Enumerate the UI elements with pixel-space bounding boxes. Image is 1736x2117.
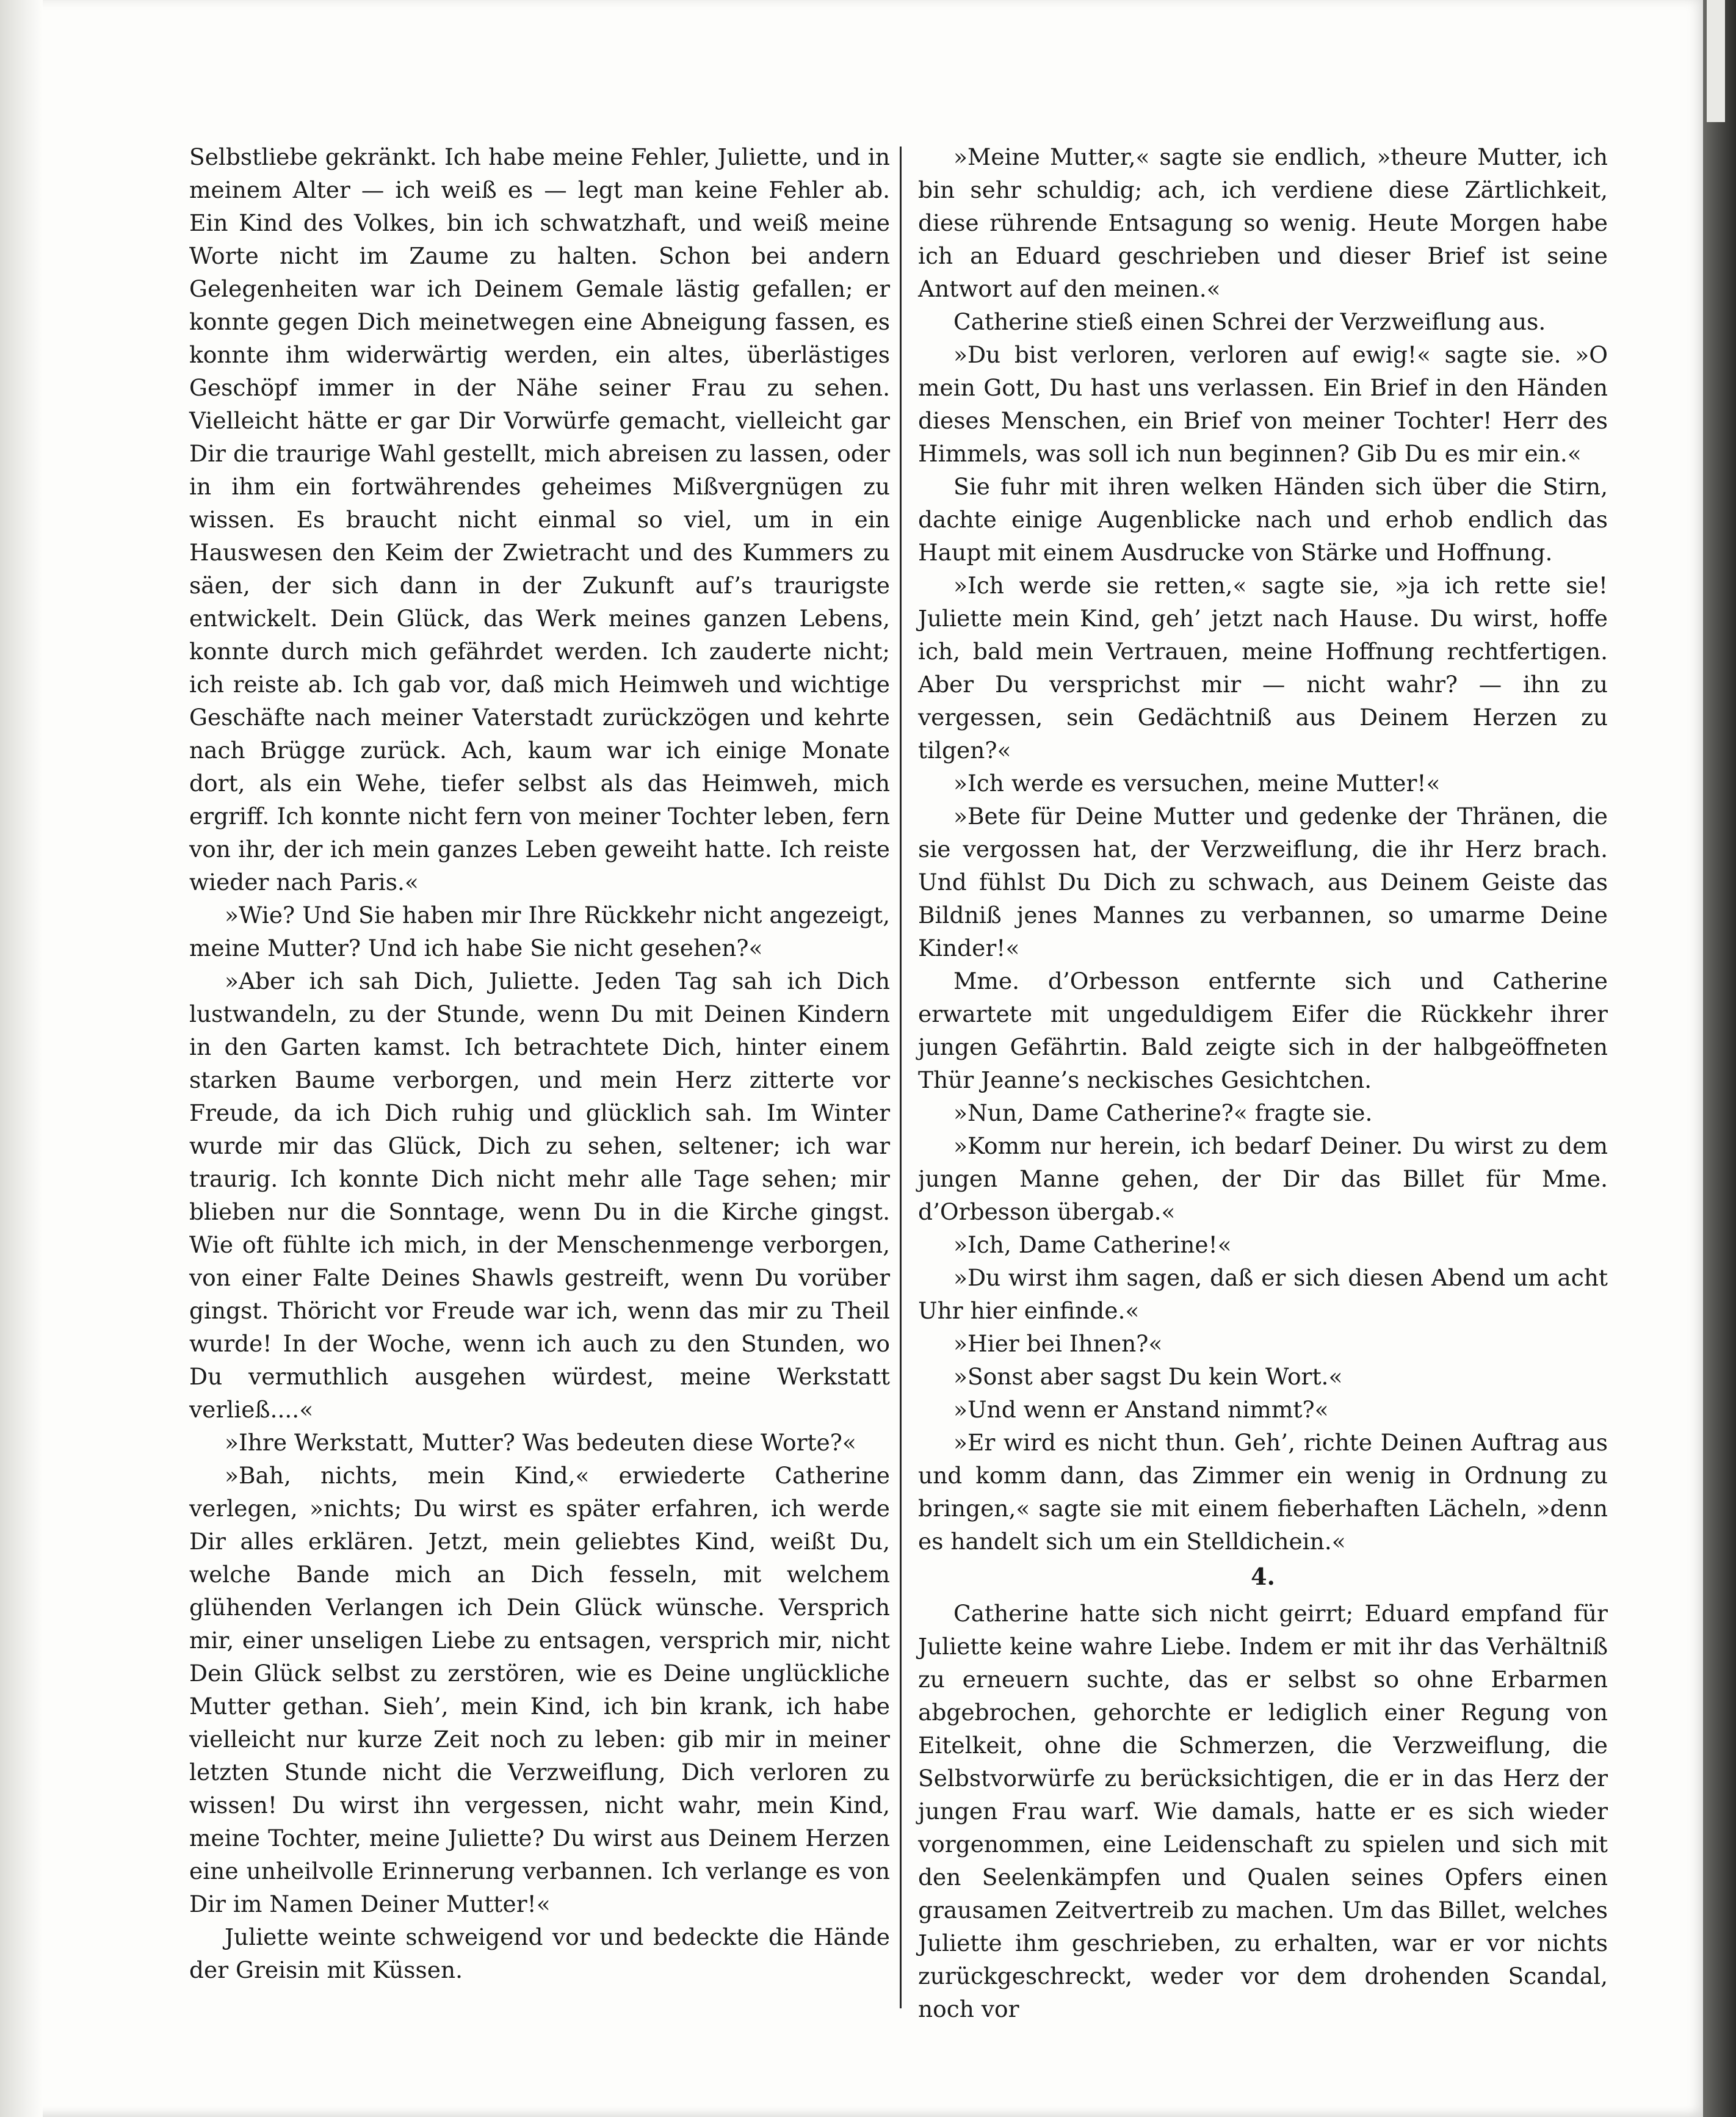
paragraph: »Er wird es nicht thun. Geh’, richte Deinen Auftrag aus und komm dann, das Zimmer ein wenig in Ordnung zu bringen,« sagte sie mit einem fieberhaften Lächeln, »denn es handelt sich um ein Stelldichein.«	[918, 1429, 1608, 1555]
paragraph: »Aber ich sah Dich, Juliette. Jeden Tag sah ich Dich lustwandeln, zu der Stunde, wenn Du mit Deinen Kindern in den Garten kamst. Ich betrachtete Dich, hinter einem starken Baume verborgen, und mein Herz zitterte vor Freude, da ich Dich ruhig und glücklich sah. Im Winter wurde mir das Glück, Dich zu sehen, seltener; ich war traurig. Ich konnte Dich nicht mehr alle Tage sehen; mir blieben nur die Sonntage, wenn Du in die Kirche gingst. Wie oft fühlte ich mich, in der Menschenmenge verborgen, von einer Falte Deines Shawls gestreift, wenn Du vorüber gingst. Thöricht vor Freude war ich, wenn das mir zu Theil wurde! In der Woche, wenn ich auch zu den Stunden, wo Du vermuthlich ausgehen würdest, meine Werkstatt verließ....«	[189, 968, 890, 1423]
paragraph: »Hier bei Ihnen?«	[953, 1330, 1163, 1357]
paragraph: Selbstliebe gekränkt. Ich habe meine Fehler, Juliette, und in meinem Alter — ich weiß es — legt man keine Fehler ab. Ein Kind des Volkes, bin ich schwatzhaft, und weiß meine Worte nicht im Zaume zu halten. Schon bei andern Gelegenheiten war ich Deinem Gemale lästig gefallen; er konnte gegen Dich meinetwegen eine Abneigung fassen, es konnte ihm widerwärtig werden, ein altes, überlästiges Geschöpf immer in der Nähe seiner Frau zu sehen. Vielleicht hätte er gar Dir Vorwürfe gemacht, vielleicht gar Dir die traurige Wahl gestellt, mich abreisen zu lassen, oder in ihm ein fortwährendes geheimes Mißvergnügen zu wissen. Es braucht nicht einmal so viel, um in ein Hauswesen den Keim der Zwietracht und des Kummers zu säen, der sich dann in der Zukunft auf’s traurigste entwickelt. Dein Glück, das Werk meines ganzen Lebens, konnte durch mich gefährdet werden. Ich zauderte nicht; ich reiste ab. Ich gab vor, daß mich Heimweh und wichtige Geschäfte nach meiner Vaterstadt zurückzögen und kehrte nach Brügge zurück. Ach, kaum war ich einige Monate dort, als ein Wehe, tiefer selbst als das Heimweh, mich ergriff. Ich konnte nicht fern von meiner Tochter leben, fern von ihr, der ich mein ganzes Leben geweiht hatte. Ich reiste wieder nach Paris.«	[189, 143, 890, 896]
paragraph: »Bete für Deine Mutter und gedenke der Thränen, die sie vergossen hat, der Verzweiflung, die ihr Herz brach. Und fühlst Du Dich zu schwach, aus Deinem Geiste das Bildniß jenes Mannes zu verbannen, so umarme Deine Kinder!«	[918, 803, 1608, 961]
paragraph: »Du wirst ihm sagen, daß er sich diesen Abend um acht Uhr hier einfinde.«	[918, 1264, 1608, 1324]
page-gutter-shadow	[0, 0, 43, 2117]
right-text-column	[918, 140, 1608, 2025]
paragraph: Catherine hatte sich nicht geirrt; Eduard empfand für Juliette keine wahre Liebe. Indem er mit ihr das Verhältniß zu erneuern suchte, das er selbst so ohne Erbarmen abgebrochen, gehorchte er lediglich einer Regung von Eitelkeit, ohne die Schmerzen, die Verzweiflung, die Selbstvorwürfe zu berücksichtigen, die er in das Herz der jungen Frau warf. Wie damals, hatte er es sich wieder vorgenommen, eine Leidenschaft zu spielen und sich mit den Seelenkämpfen und Qualen seines Opfers einen grausamen Zeitvertreib zu machen. Um das Billet, welches Juliette ihm geschrieben, zu erhalten, war er vor nichts zurückgeschreckt, weder vor dem drohenden Scandal, noch vor	[918, 1600, 1608, 2022]
paragraph: Mme. d’Orbesson entfernte sich und Catherine erwartete mit ungeduldigem Eifer die Rückkehr ihrer jungen Gefährtin. Bald zeigte sich in der halbgeöffneten Thür Jeanne’s neckisches Gesichtchen.	[918, 968, 1608, 1093]
paragraph: Juliette weinte schweigend vor und bedeckte die Hände der Greisin mit Küssen.	[189, 1923, 890, 1983]
paragraph: »Ich, Dame Catherine!«	[953, 1231, 1232, 1258]
paragraph: »Komm nur herein, ich bedarf Deiner. Du wirst zu dem jungen Manne gehen, der Dir das Billet für Mme. d’Orbesson übergab.«	[918, 1132, 1608, 1225]
paragraph: »Und wenn er Anstand nimmt?«	[953, 1396, 1329, 1423]
paragraph: Sie fuhr mit ihren welken Händen sich über die Stirn, dachte einige Augenblicke nach und erhob endlich das Haupt mit einem Ausdrucke von Stärke und Hoffnung.	[918, 473, 1608, 566]
paragraph: »Nun, Dame Catherine?« fragte sie.	[953, 1099, 1373, 1126]
paragraph: »Ich werde es versuchen, meine Mutter!«	[953, 770, 1441, 797]
paragraph: »Ihre Werkstatt, Mutter? Was bedeuten diese Worte?«	[225, 1429, 856, 1456]
paragraph: Catherine stieß einen Schrei der Verzweiflung aus.	[953, 308, 1546, 335]
scan-edge-background	[1703, 0, 1736, 2117]
paragraph: »Wie? Und Sie haben mir Ihre Rückkehr nicht angezeigt, meine Mutter? Und ich habe Sie nicht gesehen?«	[189, 902, 890, 961]
section-number: 4.	[1251, 1563, 1275, 1590]
paragraph: »Sonst aber sagst Du kein Wort.«	[953, 1363, 1343, 1390]
column-divider-rule	[900, 147, 902, 2008]
paragraph: »Du bist verloren, verloren auf ewig!« sagte sie. »O mein Gott, Du hast uns verlassen. Ein Brief in den Händen dieses Menschen, ein Brief von meiner Tochter! Herr des Himmels, was soll ich nun beginnen? Gib Du es mir ein.«	[918, 341, 1608, 467]
left-text-column	[189, 140, 890, 1986]
paragraph: »Meine Mutter,« sagte sie endlich, »theure Mutter, ich bin sehr schuldig; ach, ich verdiene diese Zärtlichkeit, diese rührende Entsagung so wenig. Heute Morgen habe ich an Eduard geschrieben und dieser Brief ist seine Antwort auf den meinen.«	[918, 143, 1608, 302]
paragraph: »Ich werde sie retten,« sagte sie, »ja ich rette sie! Juliette mein Kind, geh’ jetzt nach Hause. Du wirst, hoffe ich, bald mein Vertrauen, meine Hoffnung rechtfertigen. Aber Du versprichst mir — nicht wahr? — ihn zu vergessen, sein Gedächtniß aus Deinem Herzen zu tilgen?«	[918, 572, 1608, 764]
paragraph: »Bah, nichts, mein Kind,« erwiederte Catherine verlegen, »nichts; Du wirst es später erfahren, ich werde Dir alles erklären. Jetzt, mein geliebtes Kind, weißt Du, welche Bande mich an Dich fesseln, mit welchem glühenden Verlangen ich Dein Glück wünsche. Versprich mir, einer unseligen Liebe zu entsagen, versprich mir, nicht Dein Glück selbst zu zerstören, wie es Deine unglückliche Mutter gethan. Sieh’, mein Kind, ich bin krank, ich habe vielleicht nur kurze Zeit noch zu leben: gib mir in meiner letzten Stunde nicht die Verzweiflung, Dich verloren zu wissen! Du wirst ihn vergessen, nicht wahr, mein Kind, meine Tochter, meine Juliette? Du wirst aus Deinem Herzen eine unheilvolle Erinnerung verbannen. Ich verlange es von Dir im Namen Deiner Mutter!«	[189, 1462, 890, 1917]
adjacent-page-corner	[1707, 0, 1725, 122]
